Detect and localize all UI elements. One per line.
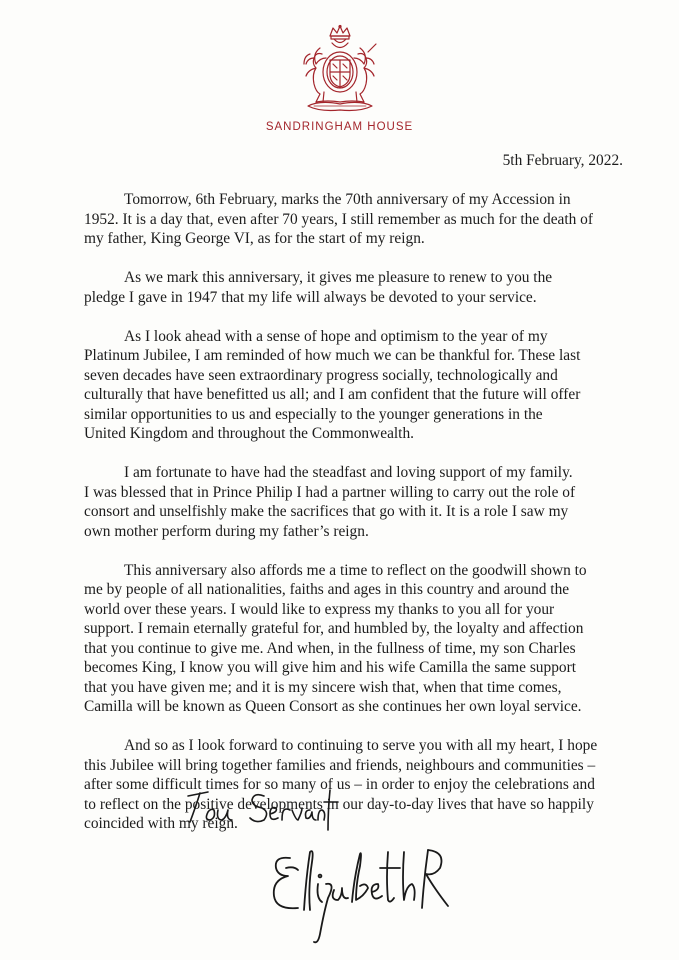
handwritten-signature — [264, 838, 454, 950]
paragraph-family-support: I am fortunate to have had the steadfast and loving support of my family. I was blessed that in Prince Philip I had a partner willing to carry out the role of consort and unselfishly make the sacrifices that go with it. It is a role I saw my own mother perform during my father’s reign. — [84, 464, 576, 540]
paragraph-accession: Tomorrow, 6th February, marks the 70th anniversary of my Accession in 1952. It is a day that, even after 70 years, I still remember as much for the death of my father, King George VI, as for the start of my reign. — [84, 191, 593, 247]
paragraph-celebrations: And so as I look forward to continuing to serve you with all my heart, I hope this Jubilee will bring together families and friends, neighbours and communities – after some difficult times for so many of us – in order to enjoy the celebrations and to reflect on the positive developments in our day-to-day lives that have so happily coincided with my reign. — [84, 737, 598, 832]
letterhead-address: SANDRINGHAM HOUSE — [265, 121, 414, 133]
royal-coat-of-arms-icon — [290, 24, 390, 116]
paragraph-goodwill: This anniversary also affords me a time to reflect on the goodwill shown to me by people of all nationalities, faiths and ages in this country and around the world over these years. I would like to express my thanks to you all for your support. I remain eternally grateful for, and humbled by, the loyalty and affection that you continue to give me. And when, in the fullness of time, my son Charles becomes King, I know you will give him and his wife Camilla the same support that you have given me; and it is my sincere wish that, when that time comes, Camilla will be known as Queen Consort as she continues her own loyal service. — [84, 561, 587, 715]
letter-body — [84, 190, 604, 853]
paragraph-pledge: As we mark this anniversary, it gives me pleasure to renew to you the pledge I gave in 1947 that my life will always be devoted to your service. — [84, 269, 553, 306]
handwritten-closing — [178, 780, 348, 840]
letter-date: 5th February, 2022. — [502, 152, 623, 169]
paragraph-platinum-jubilee: As I look ahead with a sense of hope and optimism to the year of my Platinum Jubilee, I am reminded of how much we can be thankful for. These last seven decades have seen extraordinary progress socially, technologically and culturally that have benefitted us all; and I am confident that the future will offer similar opportunities to us and especially to the younger generations in the United Kingdom and throughout the Commonwealth. — [84, 327, 581, 442]
